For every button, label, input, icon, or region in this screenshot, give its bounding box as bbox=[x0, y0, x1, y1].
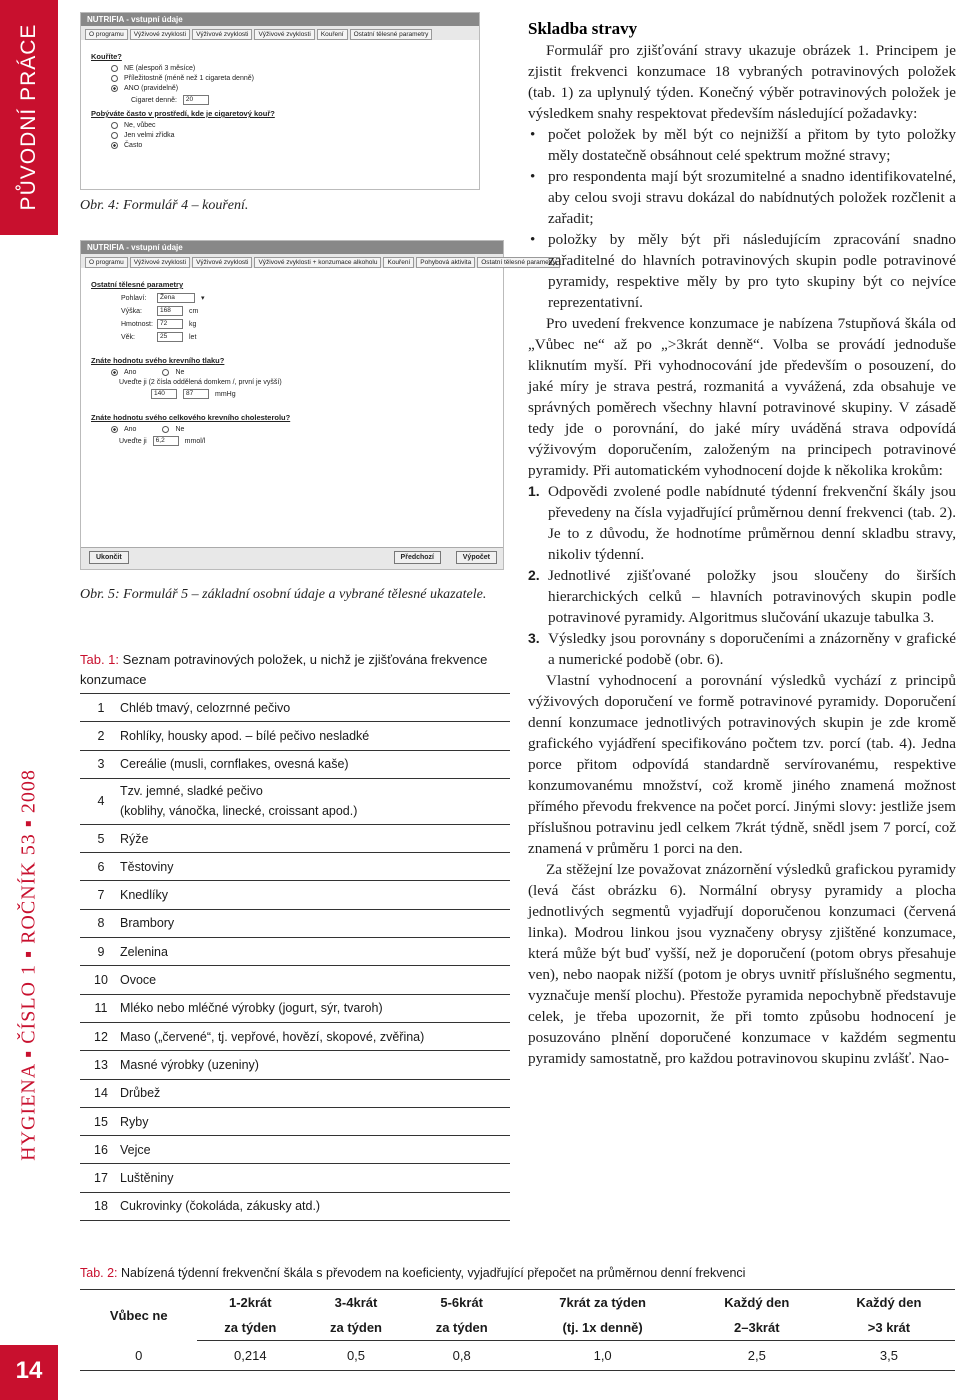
col-header: Každý den bbox=[823, 1290, 955, 1316]
row-item: Chléb tmavý, celozrnné pečivo bbox=[118, 694, 510, 722]
cell-value: 0,214 bbox=[197, 1341, 303, 1371]
cell-value: 3,5 bbox=[823, 1341, 955, 1371]
table-row bbox=[80, 909, 510, 937]
field-label: Hmotnost: bbox=[121, 320, 153, 328]
radio-label: Ano bbox=[124, 369, 137, 376]
list-item bbox=[528, 628, 956, 670]
row-item: Knedlíky bbox=[118, 881, 510, 909]
radio-label: Ne, vůbec bbox=[124, 122, 156, 129]
table-row bbox=[80, 853, 510, 881]
row-item: Vejce bbox=[118, 1136, 510, 1164]
food-items-table bbox=[80, 693, 510, 1221]
chol-label: Uveďte ji bbox=[119, 437, 147, 445]
col-header: 1-2krát bbox=[197, 1290, 303, 1316]
list-item: • pro respondenta mají být srozumitelné a snadno identifikovatelné, aby celou svoji stravu dokázal do nabídnutých položek rozčlenit a zařadit; bbox=[528, 166, 956, 229]
header-row bbox=[80, 1315, 955, 1341]
tab-smoking[interactable]: Kouření bbox=[317, 29, 348, 40]
step-number: 3. bbox=[528, 630, 540, 646]
journal-info: HYGIENA ▪ ČÍSLO 1 ▪ ROČNÍK 53 ▪ 2008 bbox=[17, 769, 40, 1161]
table-row bbox=[80, 1107, 510, 1135]
smoking-question: Kouříte? bbox=[91, 52, 122, 61]
gender-select[interactable]: Žena bbox=[157, 293, 195, 303]
cigarettes-label: Cigaret denně: bbox=[131, 96, 177, 104]
bp-hint: Uveďte ji (2 čísla oddělená domkem /, první je vyšší) bbox=[119, 379, 282, 386]
tab-about[interactable]: O programu bbox=[85, 257, 128, 268]
radio-occasional[interactable] bbox=[111, 75, 118, 82]
step-text: Výsledky jsou porovnány s doporučeními a znázorněny v grafické a numerické podobě (obr. 6). bbox=[548, 630, 956, 668]
paragraph: Za stěžejní lze považovat znázornění výsledků grafickou pyramidy (levá část obrázku 6). Normální obrysy pyramidy a plocha jednotlivých segmentů vyjadřují doporučenou konzumaci (červená linka). Modrou linkou jsou vyznačeny obrysy zjištěné konzumace, která může být buď vyšší, než je doporučení (potom obrys přesahuje ven), nebo naopak nižší (potom je obrys uvnitř příslušného segmentu, vyznačuje menší plochu). Přestože pyramida nepochybně představuje celek, je třeba upozornit, že při tomto způsobu hodnocení je posuzováno plnění doporučené konzumace v každém segmentu pyramidy samostatně, pro každou potravinovou skupinu zvlášť. Nao- bbox=[528, 861, 956, 1067]
table-row bbox=[80, 881, 510, 909]
table-2-caption bbox=[80, 1266, 745, 1280]
row-item: Mléko nebo mléčné výrobky (jogurt, sýr, tvaroh) bbox=[118, 994, 510, 1022]
radio-chol-no[interactable] bbox=[162, 426, 169, 433]
row-number: 12 bbox=[80, 1022, 118, 1050]
button-bar bbox=[81, 547, 503, 569]
radio-bp-no[interactable] bbox=[162, 369, 169, 376]
chol-unit: mmol/l bbox=[184, 437, 206, 445]
figure-4-screenshot bbox=[80, 12, 480, 190]
caption-text: Formulář 4 – kouření. bbox=[123, 198, 249, 213]
cholesterol-input[interactable]: 6,2 bbox=[153, 436, 179, 446]
table-row bbox=[80, 966, 510, 994]
col-subheader: 2–3krát bbox=[691, 1315, 823, 1341]
field-label: Pohlaví: bbox=[121, 294, 147, 302]
table-row bbox=[80, 750, 510, 778]
bp-diastolic-input[interactable]: 87 bbox=[183, 389, 209, 399]
table-label: Tab. 1: bbox=[80, 652, 120, 667]
row-number: 13 bbox=[80, 1051, 118, 1079]
table-caption-text: Seznam potravinových položek, u nichž je zjišťována frekvence konzumace bbox=[80, 652, 488, 687]
list-item: • počet položek by měl být co nejnižší a přitom by tyto položky měly dostatečně obsáhnout celé spektrum možné stravy; bbox=[528, 124, 956, 166]
table-row bbox=[80, 994, 510, 1022]
list-item: • položky by měly být při následujícím zpracování snadno zařaditelné do hlavních potravinových skupin podle potravinové pyramidy, respektive měly by pro tyto skupiny být co nejvíce reprezentativní. bbox=[528, 229, 956, 313]
requirements-list bbox=[528, 124, 956, 313]
cell-value: 2,5 bbox=[691, 1341, 823, 1371]
table-row bbox=[80, 1164, 510, 1192]
cell-value: 0,8 bbox=[409, 1341, 515, 1371]
row-item-line1: Tzv. jemné, sladké pečivo bbox=[120, 784, 263, 799]
radio-label: Ne bbox=[175, 426, 185, 433]
table-row bbox=[80, 1051, 510, 1079]
table-row bbox=[80, 694, 510, 722]
row-item: Luštěniny bbox=[118, 1164, 510, 1192]
row-item: Rohlíky, housky apod. – bílé pečivo nesladké bbox=[118, 722, 510, 750]
table-row bbox=[80, 1079, 510, 1107]
row-item-line2: (koblihy, vánočka, linecké, croissant apod.) bbox=[120, 804, 358, 819]
table-row bbox=[80, 938, 510, 966]
article-column bbox=[528, 18, 956, 1069]
exit-button[interactable]: Ukončit bbox=[89, 551, 129, 564]
row-item: Maso („červené“, tj. vepřové, hovězí, skopové, zvěřina) bbox=[118, 1022, 510, 1050]
weight-input[interactable]: 72 bbox=[157, 319, 183, 329]
table-row bbox=[80, 1136, 510, 1164]
calculate-button[interactable]: Výpočet bbox=[456, 551, 497, 564]
field-label: Věk: bbox=[121, 333, 136, 341]
bp-question: Znáte hodnotu svého krevního tlaku? bbox=[91, 356, 225, 365]
bp-unit: mmHg bbox=[215, 390, 236, 398]
list-item bbox=[528, 481, 956, 565]
row-number: 4 bbox=[80, 778, 118, 824]
paragraph: Formulář pro zjišťování stravy ukazuje obrázek 1. Principem je zjistit frekvenci konzumace 18 vybraných potravinových položek (tab. 1) za uplynulý týden. Konečný výběr potravinových položek je výsledkem snahy respektovat především následující požadavky: bbox=[528, 42, 956, 122]
row-item: Ryby bbox=[118, 1107, 510, 1135]
row-number: 11 bbox=[80, 994, 118, 1022]
figure-5-screenshot bbox=[80, 240, 557, 570]
row-number: 1 bbox=[80, 694, 118, 722]
paragraph: Vlastní vyhodnocení a porovnání výsledků vychází z principů výživových doporučení ve formě potravinové pyramidy. Doporučení denní konzumace jednotlivých potravinových skupin je zde kromě grafického vyjádření specifikováno počtem tzv. porcí (tab. 4). Jedna porce přitom odpovídá standardně servírovanému, respektive konzumovanému množství, což kromě jiného znamená možnost přímého převodu frekvence na počet porcí. Jinými slovy: jestliže jsem příslušnou potravinu jedl celkem 7krát týdně, snědl jsem 7 porcí, což znamená v průměru 1 porci na den. bbox=[528, 672, 956, 857]
section-banner bbox=[0, 0, 58, 235]
col-subheader: za týden bbox=[303, 1315, 409, 1341]
row-number: 18 bbox=[80, 1192, 118, 1220]
radio-label: Příležitostně (méně než 1 cigareta denně) bbox=[124, 75, 254, 82]
table-row bbox=[80, 778, 510, 824]
cholesterol-question: Znáte hodnotu svého celkového krevního cholesterolu? bbox=[91, 413, 291, 422]
col-header: 3-4krát bbox=[303, 1290, 409, 1316]
radio-rarely[interactable] bbox=[111, 132, 118, 139]
row-item: Ovoce bbox=[118, 966, 510, 994]
field-unit: kg bbox=[189, 320, 197, 328]
bp-systolic-input[interactable]: 140 bbox=[151, 389, 177, 399]
radio-label: Jen velmi zřídka bbox=[124, 132, 175, 139]
journal-banner bbox=[0, 710, 58, 1210]
radio-label: Ano bbox=[124, 426, 137, 433]
cigarettes-input[interactable]: 20 bbox=[183, 95, 209, 105]
step-text: Odpovědi zvolené podle nabídnuté týdenní frekvenční škály jsou převedeny na čísla vyjadřující průměrnou denní frekvenci (tab. 2). Je to z důvodu, že hodnotíme průměrnou denní skladbu stravy, nikoliv týdenní. bbox=[548, 483, 956, 563]
col-header: Vůbec ne bbox=[80, 1290, 197, 1341]
radio-never[interactable] bbox=[111, 122, 118, 129]
row-number: 15 bbox=[80, 1107, 118, 1135]
page-number-box bbox=[0, 1345, 58, 1400]
section-heading: Ostatní tělesné parametry bbox=[91, 280, 184, 289]
steps-list bbox=[528, 481, 956, 670]
tab-nutrition-1[interactable]: Výživové zvyklosti bbox=[130, 257, 190, 268]
row-item: Drůbež bbox=[118, 1079, 510, 1107]
table-label: Tab. 2: bbox=[80, 1266, 118, 1280]
tab-strip bbox=[81, 254, 557, 268]
page-number: 14 bbox=[15, 1357, 43, 1384]
step-text: Jednotlivé zjišťované položky jsou sloučeny do širších hierarchických celků – hlavních potravinových skupin podle potravinové pyramidy. Algoritmus slučování ukazuje tabulka 3. bbox=[548, 567, 956, 626]
row-item: Těstoviny bbox=[118, 853, 510, 881]
step-number: 1. bbox=[528, 483, 540, 499]
tab-body-params[interactable]: Ostatní tělesné parametry bbox=[477, 257, 560, 268]
smoke-env-question: Pobýváte často v prostředí, kde je cigaretový kouř? bbox=[91, 109, 275, 118]
row-item: Brambory bbox=[118, 909, 510, 937]
row-number: 14 bbox=[80, 1079, 118, 1107]
field-label: Výška: bbox=[121, 307, 143, 315]
table-row bbox=[80, 1341, 955, 1371]
radio-label: NE (alespoň 3 měsíce) bbox=[124, 65, 196, 72]
caption-text: Formulář 5 – základní osobní údaje a vybrané tělesné ukazatele. bbox=[123, 587, 487, 602]
col-header: 5-6krát bbox=[409, 1290, 515, 1316]
table-1-caption bbox=[80, 650, 510, 690]
tab-body-params[interactable]: Ostatní tělesné parametry bbox=[350, 29, 433, 40]
caption-label: Obr. 4: bbox=[80, 198, 120, 213]
step-number: 2. bbox=[528, 567, 540, 583]
tab-activity[interactable]: Pohybová aktivita bbox=[416, 257, 475, 268]
row-number: 8 bbox=[80, 909, 118, 937]
section-heading: Skladba stravy bbox=[528, 19, 638, 38]
tab-nutrition-1[interactable]: Výživové zvyklosti bbox=[130, 29, 190, 40]
row-number: 3 bbox=[80, 750, 118, 778]
radio-label: Ne bbox=[175, 369, 185, 376]
radio-label: Často bbox=[124, 142, 143, 149]
figure-5-caption bbox=[80, 585, 510, 605]
table-row bbox=[80, 722, 510, 750]
table-row bbox=[80, 1192, 510, 1220]
cell-value: 1,0 bbox=[515, 1341, 691, 1371]
table-row bbox=[80, 1022, 510, 1050]
frequency-scale-table bbox=[80, 1289, 955, 1371]
field-unit: cm bbox=[189, 307, 199, 315]
table-row bbox=[80, 824, 510, 852]
col-header: Každý den bbox=[691, 1290, 823, 1316]
col-subheader: za týden bbox=[409, 1315, 515, 1341]
radio-bp-yes[interactable] bbox=[111, 369, 118, 376]
row-number: 9 bbox=[80, 938, 118, 966]
row-number: 10 bbox=[80, 966, 118, 994]
row-number: 5 bbox=[80, 824, 118, 852]
previous-button[interactable]: Předchozí bbox=[394, 551, 441, 564]
list-item bbox=[528, 565, 956, 628]
chevron-down-icon[interactable]: ▾ bbox=[201, 295, 205, 302]
tab-nutrition-3[interactable]: Výživové zvyklosti bbox=[254, 29, 314, 40]
figure-4-caption bbox=[80, 198, 248, 214]
row-item: Cukrovinky (čokoláda, zákusky atd.) bbox=[118, 1192, 510, 1220]
radio-yes-smoke[interactable] bbox=[111, 85, 118, 92]
tab-about[interactable]: O programu bbox=[85, 29, 128, 40]
cell-value: 0 bbox=[80, 1341, 197, 1371]
header-row bbox=[80, 1290, 955, 1316]
row-number: 2 bbox=[80, 722, 118, 750]
row-item: Rýže bbox=[118, 824, 510, 852]
radio-often[interactable] bbox=[111, 142, 118, 149]
window-titlebar: NUTRIFIA - vstupní údaje bbox=[81, 13, 479, 26]
age-input[interactable]: 25 bbox=[157, 332, 183, 342]
row-item: Masné výrobky (uzeniny) bbox=[118, 1051, 510, 1079]
radio-no-smoke[interactable] bbox=[111, 65, 118, 72]
tab-nutrition-2[interactable]: Výživové zvyklosti bbox=[192, 29, 252, 40]
radio-chol-yes[interactable] bbox=[111, 426, 118, 433]
tab-nutrition-2[interactable]: Výživové zvyklosti bbox=[192, 257, 252, 268]
section-title: PŮVODNÍ PRÁCE bbox=[17, 23, 40, 211]
row-number: 17 bbox=[80, 1164, 118, 1192]
row-item: Cereálie (musli, cornflakes, ovesná kaše) bbox=[118, 750, 510, 778]
radio-label: ANO (pravidelně) bbox=[124, 85, 179, 92]
table-caption-text: Nabízená týdenní frekvenční škála s převodem na koeficienty, vyjadřující přepočet na průměrnou denní frekvenci bbox=[121, 1266, 746, 1280]
row-number: 7 bbox=[80, 881, 118, 909]
tab-nutrition-3[interactable]: Výživové zvyklosti + konzumace alkoholu bbox=[254, 257, 381, 268]
field-unit: let bbox=[189, 333, 197, 341]
height-input[interactable]: 168 bbox=[157, 306, 183, 316]
tab-smoking[interactable]: Kouření bbox=[383, 257, 414, 268]
cell-value: 0,5 bbox=[303, 1341, 409, 1371]
window-titlebar: NUTRIFIA - vstupní údaje bbox=[81, 241, 503, 254]
col-subheader: za týden bbox=[197, 1315, 303, 1341]
row-number: 16 bbox=[80, 1136, 118, 1164]
col-subheader: >3 krát bbox=[823, 1315, 955, 1341]
row-item bbox=[118, 778, 510, 824]
tab-strip bbox=[81, 26, 479, 40]
col-subheader: (tj. 1x denně) bbox=[515, 1315, 691, 1341]
col-header: 7krát za týden bbox=[515, 1290, 691, 1316]
row-number: 6 bbox=[80, 853, 118, 881]
caption-label: Obr. 5: bbox=[80, 587, 120, 602]
paragraph: Pro uvedení frekvence konzumace je nabízena 7stupňová škála od „Vůbec ne“ až po „>3krát denně“. Volba se provádí jednoduše kliknutím myší. Při vyhodnocování jde především o posouzení, do jaké míry je strava pestrá, rozmanitá a vyvážená, zda obsahuje ve správných poměrech všechny hlavní potravinové skupiny. V zásadě tedy jde o porovnání, do jaké míry uváděná strava odpovídá výživovým doporučením, založeným na principech potravinové pyramidy. Při automatickém vyhodnocení dojde k několika krokům: bbox=[528, 315, 956, 479]
row-item: Zelenina bbox=[118, 938, 510, 966]
